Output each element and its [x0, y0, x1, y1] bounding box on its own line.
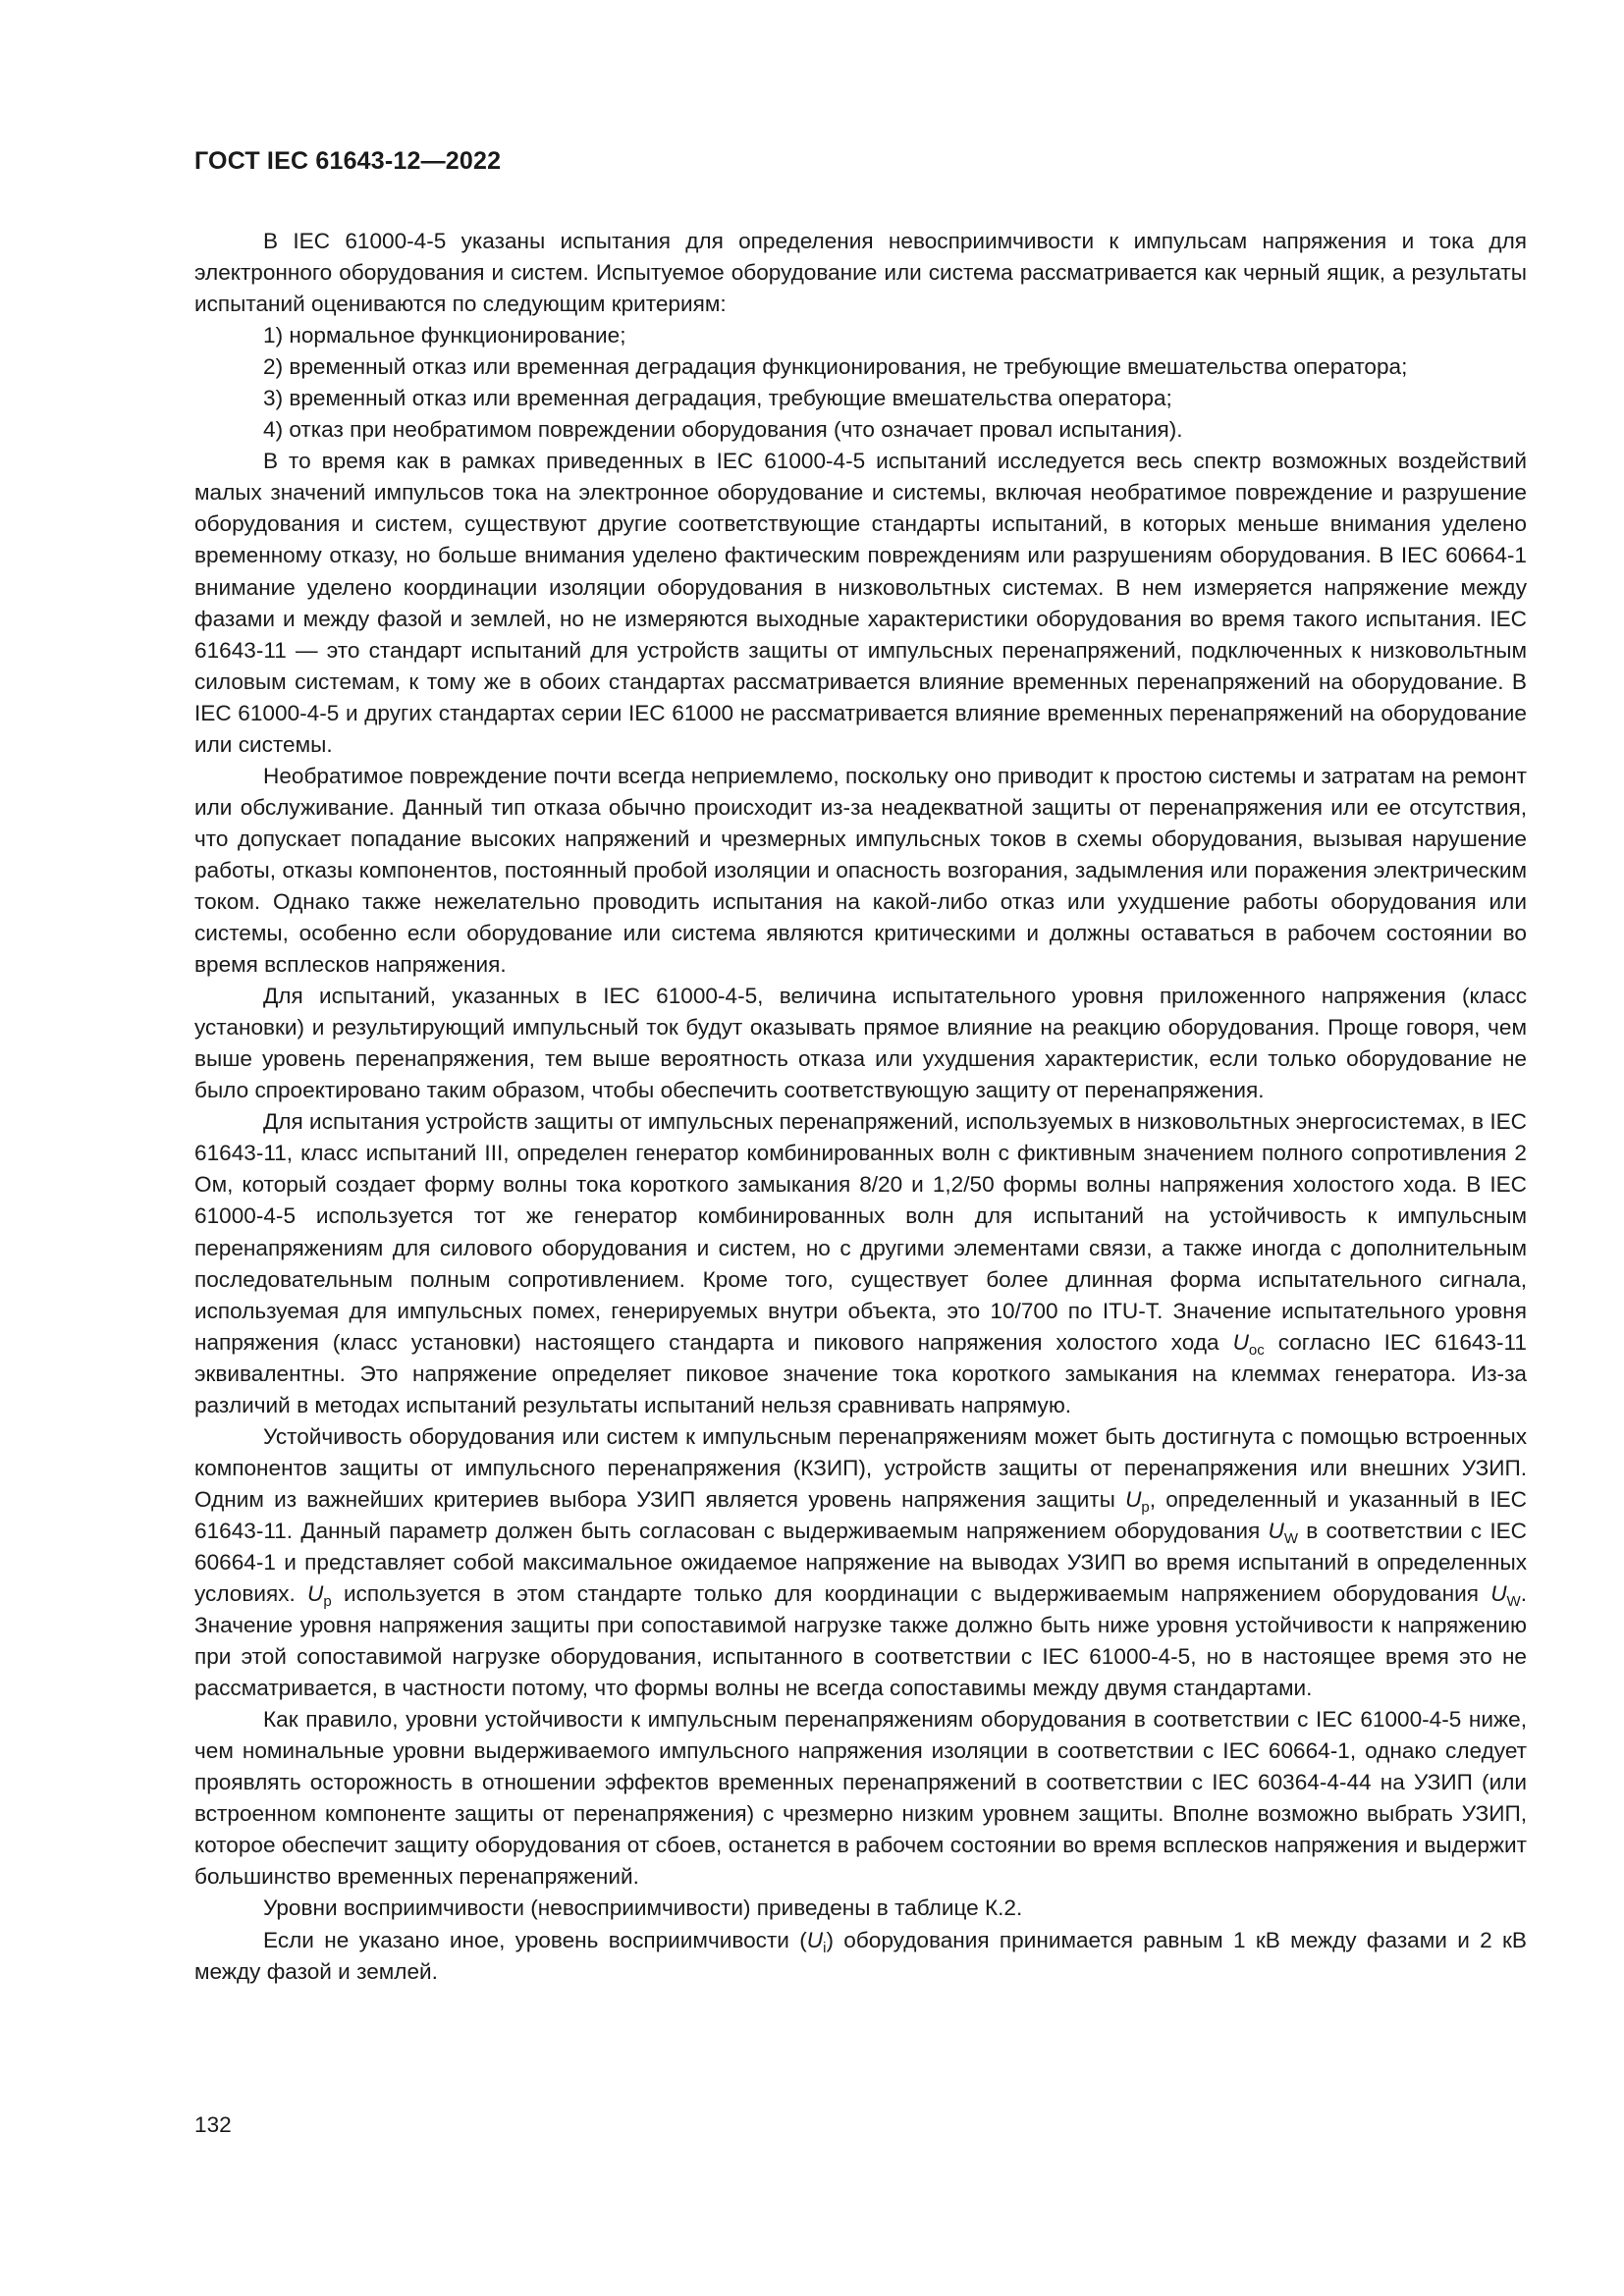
paragraph-test-level: Для испытаний, указанных в IEC 61000-4-5, величина испытательного уровня приложенного напряжения (класс установки) и результирующий импульсный ток будут оказывать прямое влияние на реакцию оборудования. Проще говоря, чем выше уровень перенапряжения, тем выше вероятность отказа или ухудшения характеристик, если только оборудование не было спроектировано таким образом, чтобы обеспечить соответствующую защиту от перенапряжения. — [194, 984, 1527, 1103]
criteria-item-4: 4) отказ при необратимом повреждении оборудования (что означает провал испытания). — [263, 417, 1183, 443]
text-segment: Если не указано иное, уровень восприимчивости ( — [263, 1927, 807, 1952]
text-segment: , определенный и указанный в IEC 61643-11. Данный параметр должен быть согласован с выдерживаемым напряжением оборудования — [194, 1486, 1527, 1543]
voltage-subscript: p — [1141, 1498, 1150, 1516]
criteria-item-2: 2) временный отказ или временная деградация функционирования, не требующие вмешательства оператора; — [263, 354, 1408, 380]
voltage-symbol: U — [1125, 1486, 1142, 1512]
voltage-symbol: U — [1232, 1329, 1249, 1355]
text-segment: Для испытания устройств защиты от импульсных перенапряжений, используемых в низковольтных энергосистемах, в IEC 61643-11, класс испытаний III, определен генератор комбинированных волн с фиктивным значением полного сопротивления 2 Ом, который создает форму волны тока короткого замыкания 8/20 и 1,2/50 формы волны напряжения холостого хода. В IEC 61000-4-5 используется тот же генератор комбинированных волн для испытаний на устойчивость к импульсным перенапряжениям для силового оборудования и систем, но с другими элементами связи, а также иногда с дополнительным последовательным полным сопротивлением. Кроме того, существует более длинная форма испытательного сигнала, используемая для импульсных помех, генерируемых внутри объекта, это 10/700 по ITU-T. Значение испытательного уровня напряжения (класс установки) настоящего стандарта и пикового напряжения холостого хода — [194, 1109, 1527, 1355]
document-body — [194, 226, 1527, 1988]
voltage-subscript: p — [323, 1593, 332, 1611]
text-segment: . Значение уровня напряжения защиты при сопоставимой нагрузке также должно быть ниже уровня устойчивости к напряжению при этой сопоставимой нагрузке оборудования, испытанного в соответствии с IEC 61000-4-5, но в настоящее время это не рассматривается, в частности потому, что формы волны не всегда сопоставимы между двумя стандартами. — [194, 1581, 1527, 1701]
page-number: 132 — [194, 2112, 232, 2137]
text-segment: согласно IEC 61643-11 эквивалентны. Это напряжение определяет пиковое значение тока короткого замыкания на клеммах генератора. Из-за различий в методах испытаний результаты испытаний нельзя сравнивать напрямую. — [194, 1329, 1527, 1417]
voltage-symbol: U — [1268, 1518, 1284, 1543]
paragraph-default-susceptibility — [194, 1925, 1527, 1988]
voltage-subscript: i — [823, 1939, 827, 1956]
criteria-item-3: 3) временный отказ или временная деградация, требующие вмешательства оператора; — [263, 386, 1172, 411]
voltage-subscript: W — [1506, 1593, 1521, 1611]
voltage-symbol: U — [1490, 1581, 1507, 1607]
voltage-subscript: W — [1283, 1529, 1299, 1547]
text-segment: используется в этом стандарте только для координации с выдерживаемым напряжением оборудования — [331, 1581, 1491, 1607]
paragraph-combination-wave — [194, 1106, 1527, 1420]
paragraph-protection-level — [194, 1421, 1527, 1704]
text-segment: Устойчивость оборудования или систем к импульсным перенапряжениям может быть достигнута с помощью встроенных компонентов защиты от импульсного перенапряжения (КЗИП), устройств защиты от перенапряжения или внешних УЗИП. Одним из важнейших критериев выбора УЗИП является уровень напряжения защиты — [194, 1423, 1527, 1512]
criteria-item-1: 1) нормальное функционирование; — [263, 323, 626, 348]
paragraph-irreversible-damage: Необратимое повреждение почти всегда неприемлемо, поскольку оно приводит к простою системы и затратам на ремонт или обслуживание. Данный тип отказа обычно происходит из-за неадекватной защиты от перенапряжения или ее отсутствия, что допускает попадание высоких напряжений и чрезмерных импульсных токов в схемы оборудования, вызывая нарушение работы, отказы компонентов, постоянный пробой изоляции и опасность возгорания, задымления или поражения электрическим током. Однако также нежелательно проводить испытания на какой-либо отказ или ухудшение работы оборудования или системы, особенно если оборудование или система являются критическими и должны оставаться в рабочем состоянии во время всплесков напряжения. — [194, 763, 1527, 978]
paragraph-standards-comparison: В то время как в рамках приведенных в IEC 61000-4-5 испытаний исследуется весь спектр возможных воздействий малых значений импульсов тока на электронное оборудование и системы, включая необратимое повреждение и разрушение оборудования и систем, существуют другие соответствующие стандарты испытаний, в которых меньше внимания уделено временному отказу, но больше внимания уделено фактическим повреждениям или разрушениям оборудования. В IEC 60664-1 внимание уделено координации изоляции оборудования в низковольтных системах. В нем измеряется напряжение между фазами и между фазой и землей, но не измеряются выходные характеристики оборудования во время такого испытания. IEC 61643-11 — это стандарт испытаний для устройств защиты от импульсных перенапряжений, подключенных к низковольтным силовым системам, к тому же в обоих стандартах рассматривается влияние временных перенапряжений на оборудование. В IEC 61000-4-5 и других стандартах серии IEC 61000 не рассматривается влияние временных перенапряжений на оборудование или системы. — [194, 449, 1527, 757]
voltage-symbol: U — [806, 1927, 824, 1952]
paragraph-intro: В IEC 61000-4-5 указаны испытания для определения невосприимчивости к импульсам напряжения и тока для электронного оборудования и систем. Испытуемое оборудование или система рассматривается как черный ящик, а результаты испытаний оцениваются по следующим критериям: — [194, 229, 1527, 317]
paragraph-immunity-levels: Как правило, уровни устойчивости к импульсным перенапряжениям оборудования в соответствии с IEC 61000-4-5 ниже, чем номинальные уровни выдерживаемого импульсного напряжения изоляции в соответствии с IEC 60664-1, однако следует проявлять осторожность в отношении эффектов временных перенапряжений в соответствии с IEC 60364-4-44 на УЗИП (или встроенном компоненте защиты от перенапряжения) с чрезмерно низким уровнем защиты. Вполне возможно выбрать УЗИП, которое обеспечит защиту оборудования от сбоев, останется в рабочем состоянии во время всплесков напряжения и выдержит большинство временных перенапряжений. — [194, 1707, 1527, 1890]
paragraph-table-reference: Уровни восприимчивости (невосприимчивости) приведены в таблице К.2. — [263, 1896, 1023, 1921]
text-segment: ) оборудования принимается равным 1 кВ между фазами и 2 кВ между фазой и землей. — [194, 1927, 1527, 1984]
voltage-symbol: U — [307, 1581, 324, 1607]
document-header-title: ГОСТ IEC 61643-12—2022 — [194, 147, 502, 175]
text-segment: в соответствии с IEC 60664-1 и представляет собой максимальное ожидаемое напряжение на выводах УЗИП во время испытаний в определенных условиях. — [194, 1518, 1527, 1607]
voltage-subscript: oc — [1248, 1341, 1265, 1359]
